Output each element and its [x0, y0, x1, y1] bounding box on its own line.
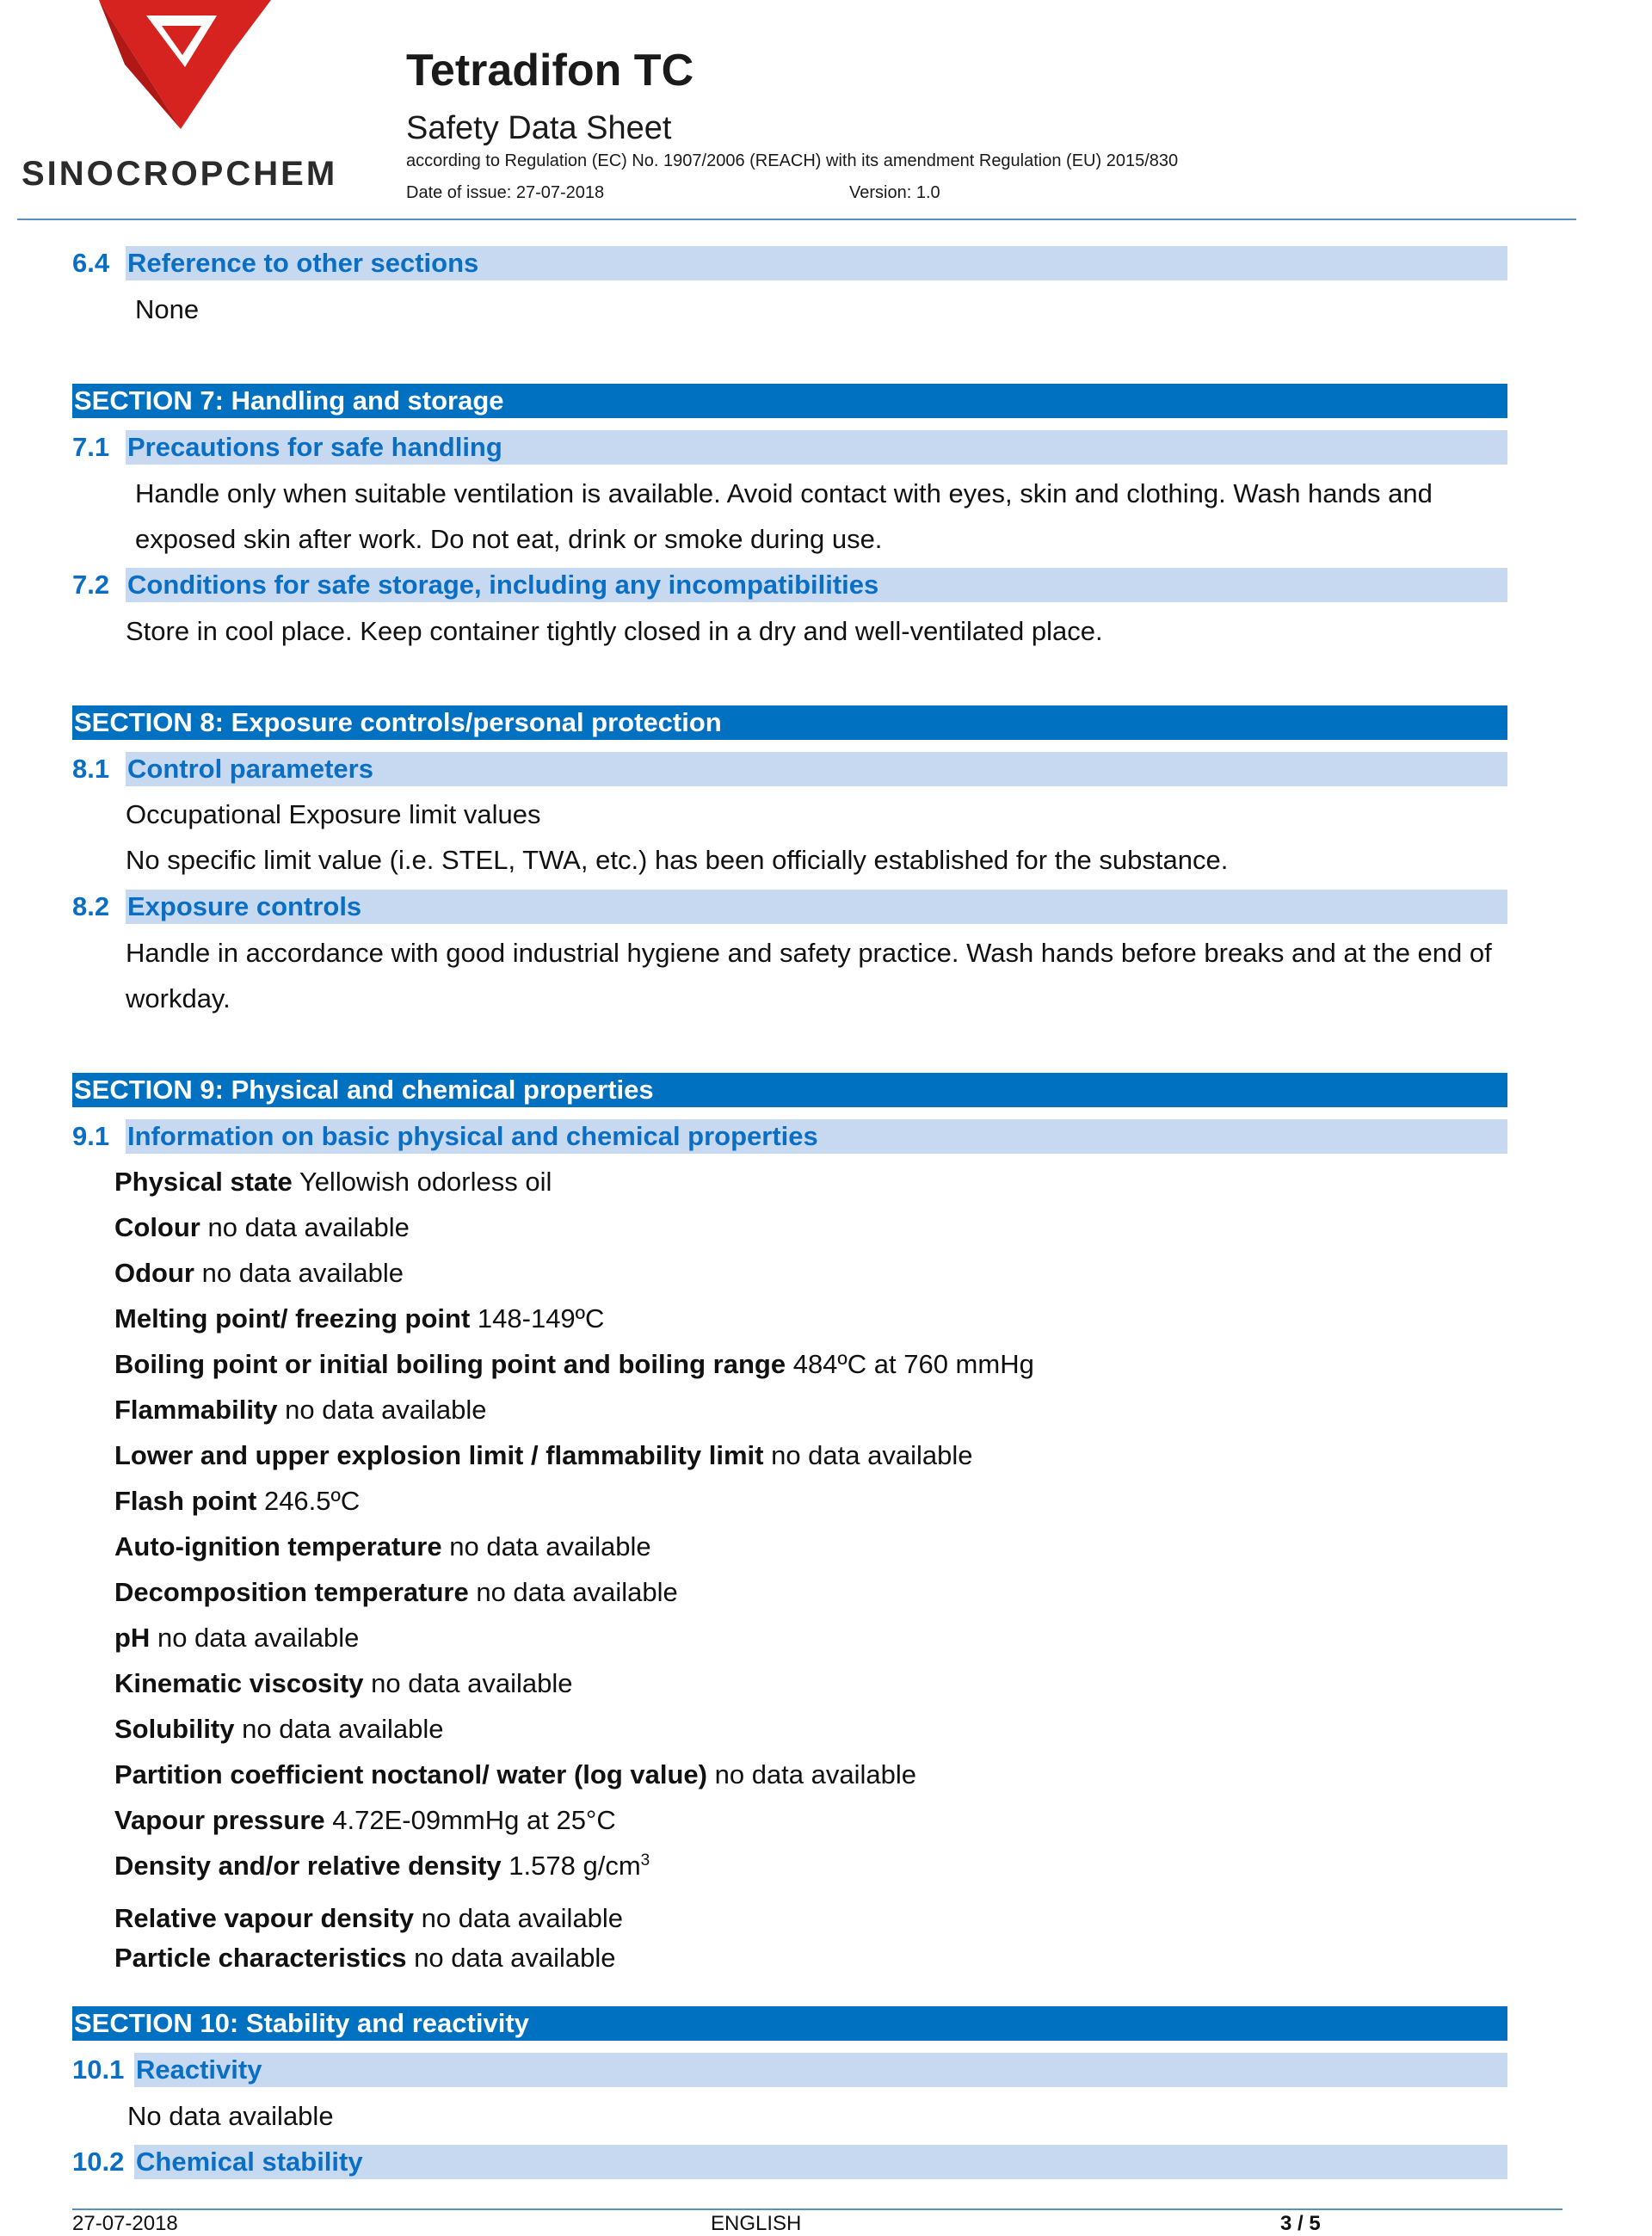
- subsection-title: Precautions for safe handling: [126, 430, 1507, 465]
- regulation-text: according to Regulation (EC) No. 1907/2006 (REACH) with its amendment Regulation (EU) 2015/830: [406, 151, 1179, 170]
- property-label: Solubility: [114, 1714, 235, 1744]
- property-row: [114, 1666, 573, 1701]
- property-row: [114, 1347, 1034, 1382]
- sinocropchem-logo-icon: [17, 0, 353, 198]
- property-value: no data available: [449, 1531, 651, 1562]
- subsection-title: Control parameters: [126, 752, 1507, 786]
- property-label: Relative vapour density: [114, 1903, 415, 1933]
- property-row: [114, 1803, 616, 1838]
- property-label: Physical state: [114, 1167, 293, 1197]
- subsection-title: Chemical stability: [134, 2145, 1507, 2179]
- property-value: Yellowish odorless oil: [299, 1167, 552, 1197]
- property-value: 484ºC at 760 mmHg: [792, 1349, 1034, 1379]
- property-value: no data available: [207, 1212, 410, 1242]
- subsection-7-1-header: [72, 430, 1507, 465]
- property-label: Flammability: [114, 1395, 278, 1425]
- property-row: [114, 1165, 552, 1199]
- property-label: Partition coefficient noctanol/ water (log value): [114, 1759, 707, 1789]
- subsection-number: 9.1: [72, 1121, 110, 1151]
- section-10-header: SECTION 10: Stability and reactivity: [72, 2006, 1507, 2041]
- property-superscript: 3: [640, 1851, 650, 1869]
- property-row: [114, 1393, 487, 1427]
- property-row: [114, 1484, 360, 1518]
- footer-language: ENGLISH: [711, 2212, 802, 2235]
- property-value: no data available: [242, 1714, 444, 1744]
- property-label: Kinematic viscosity: [114, 1668, 364, 1698]
- property-value: no data available: [414, 1943, 616, 1973]
- property-value: 4.72E-09mmHg at 25°C: [332, 1805, 616, 1835]
- property-row: [114, 1712, 444, 1746]
- property-row: [114, 1849, 650, 1883]
- control-parameters-line-1: Occupational Exposure limit values: [126, 799, 541, 829]
- footer-page-number: 3 / 5: [1280, 2212, 1321, 2235]
- property-label: Melting point/ freezing point: [114, 1303, 471, 1334]
- section-9-header: SECTION 9: Physical and chemical properties: [72, 1073, 1507, 1107]
- property-value: no data available: [157, 1623, 360, 1653]
- property-row: [114, 1941, 616, 1975]
- subsection-10-1-header: [72, 2053, 1507, 2087]
- property-row: [114, 1256, 404, 1290]
- subsection-title: Reactivity: [134, 2053, 1507, 2087]
- document-subtitle: Safety Data Sheet: [406, 110, 672, 146]
- property-label: Density and/or relative density: [114, 1851, 502, 1881]
- property-label: Odour: [114, 1258, 194, 1288]
- property-label: Colour: [114, 1212, 200, 1242]
- subsection-9-1-header: [72, 1119, 1507, 1154]
- version-label: Version: 1.0: [849, 183, 940, 202]
- logo-wordmark: SINOCROPCHEM: [22, 155, 338, 193]
- footer-date: 27-07-2018: [72, 2212, 178, 2235]
- subsection-6-4-text: None: [135, 294, 200, 324]
- property-label: Decomposition temperature: [114, 1577, 469, 1607]
- subsection-number: 6.4: [72, 248, 110, 278]
- property-value: no data available: [421, 1903, 624, 1933]
- subsection-title: Reference to other sections: [126, 246, 1507, 280]
- subsection-title: Exposure controls: [126, 890, 1507, 924]
- property-row: [114, 1530, 651, 1564]
- property-row: [114, 1901, 623, 1936]
- property-value: no data available: [201, 1258, 404, 1288]
- subsection-number: 10.1: [72, 2054, 125, 2085]
- issue-date: Date of issue: 27-07-2018: [406, 183, 605, 202]
- property-value: 1.578 g/cm: [509, 1851, 641, 1881]
- property-value: 246.5ºC: [263, 1486, 361, 1516]
- property-row: [114, 1302, 604, 1336]
- footer-divider: [72, 2208, 1563, 2210]
- company-logo: [17, 0, 353, 198]
- subsection-8-2-text: Handle in accordance with good industrial hygiene and safety practice. Wash hands before breaks and at the end of workday.: [126, 938, 1492, 1013]
- subsection-title: Conditions for safe storage, including any incompatibilities: [126, 568, 1507, 602]
- subsection-6-4-header: [72, 246, 1507, 280]
- subsection-7-2-header: [72, 568, 1507, 602]
- property-row: [114, 1758, 916, 1792]
- property-value: 148-149ºC: [477, 1303, 605, 1334]
- property-row: [114, 1575, 678, 1610]
- property-label: Lower and upper explosion limit / flammability limit: [114, 1440, 764, 1470]
- property-value: no data available: [771, 1440, 973, 1470]
- subsection-number: 8.2: [72, 891, 110, 921]
- subsection-title: Information on basic physical and chemical properties: [126, 1119, 1507, 1154]
- property-label: pH: [114, 1623, 151, 1653]
- header-divider: [17, 219, 1576, 220]
- subsection-7-1-text: Handle only when suitable ventilation is available. Avoid contact with eyes, skin and clothing. Wash hands and exposed skin after work. Do not eat, drink or smoke during use.: [135, 478, 1433, 554]
- subsection-number: 8.1: [72, 754, 110, 784]
- subsection-7-2-text: Store in cool place. Keep container tightly closed in a dry and well-ventilated place.: [126, 616, 1103, 646]
- property-row: [114, 1210, 410, 1245]
- property-label: Particle characteristics: [114, 1943, 407, 1973]
- subsection-number: 7.2: [72, 570, 110, 600]
- property-value: no data available: [714, 1759, 917, 1789]
- subsection-10-2-header: [72, 2145, 1507, 2179]
- subsection-10-1-text: No data available: [127, 2101, 334, 2131]
- property-row: [114, 1621, 359, 1655]
- property-value: no data available: [476, 1577, 678, 1607]
- subsection-8-1-header: [72, 752, 1507, 786]
- subsection-number: 7.1: [72, 432, 110, 462]
- control-parameters-line-2: No specific limit value (i.e. STEL, TWA, etc.) has been officially established for the substance.: [126, 845, 1229, 875]
- section-8-header: SECTION 8: Exposure controls/personal protection: [72, 705, 1507, 740]
- property-label: Boiling point or initial boiling point and boiling range: [114, 1349, 786, 1379]
- property-label: Flash point: [114, 1486, 257, 1516]
- property-row: [114, 1438, 973, 1473]
- property-value: no data available: [285, 1395, 487, 1425]
- subsection-number: 10.2: [72, 2147, 125, 2177]
- property-value: no data available: [371, 1668, 573, 1698]
- section-7-header: SECTION 7: Handling and storage: [72, 384, 1507, 418]
- document-title: Tetradifon TC: [406, 46, 694, 95]
- property-label: Auto-ignition temperature: [114, 1531, 442, 1562]
- property-label: Vapour pressure: [114, 1805, 325, 1835]
- subsection-8-2-header: [72, 890, 1507, 924]
